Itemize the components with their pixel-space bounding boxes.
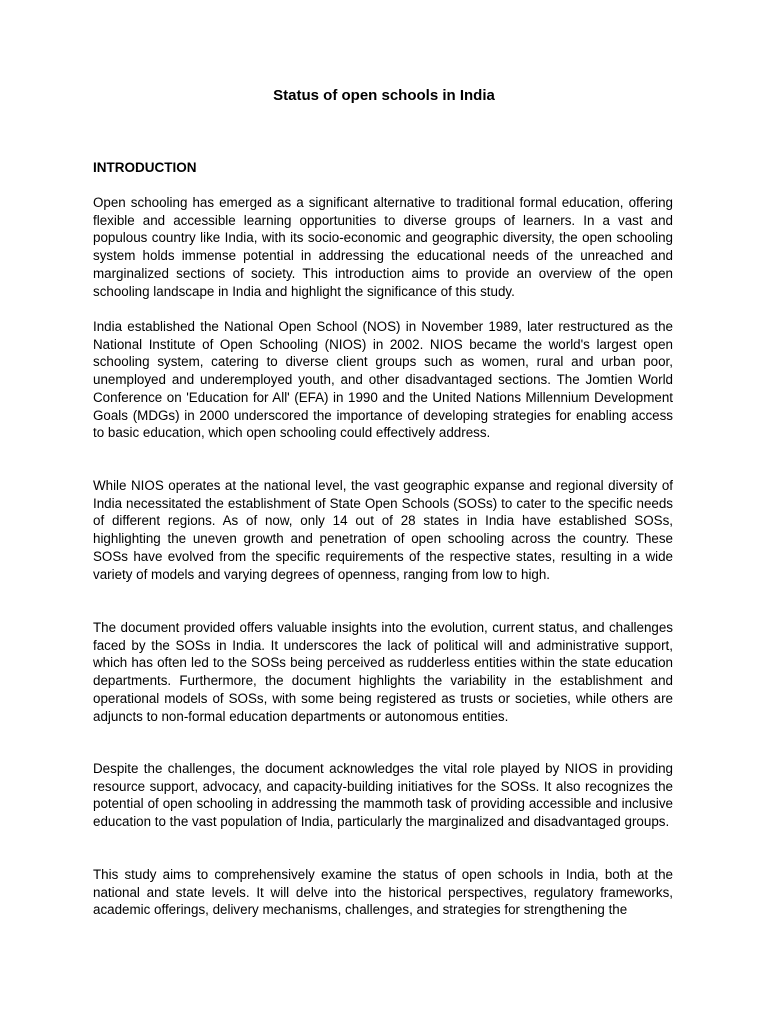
paragraph: Despite the challenges, the document acknowledges the vital role played by NIOS in providing resource support, advocacy, and capacity-building initiatives for the SOSs. It also recognizes the potential of open schooling in addressing the mammoth task of providing accessible and inclusive education to the vast population of India, particularly the marginalized and disadvantaged groups. [93,761,673,830]
paragraph: India established the National Open School (NOS) in November 1989, later restructured as the National Institute of Open Schooling (NIOS) in 2002. NIOS became the world's largest open schooling system, catering to diverse client groups such as women, rural and urban poor, unemployed and underemployed youth, and other disadvantaged sections. The Jomtien World Conference on 'Education for All' (EFA) in 1990 and the United Nations Millennium Development Goals (MDGs) in 2000 underscored the importance of developing strategies for enabling access to basic education, which open schooling could effectively address. [93,319,673,441]
paragraph: The document provided offers valuable insights into the evolution, current status, and challenges faced by the SOSs in India. It underscores the lack of political will and administrative support, which has often led to the SOSs being perceived as rudderless entities within the state education departments. Furthermore, the document highlights the variability in the establishment and operational models of SOSs, with some being registered as trusts or societies, while others are adjuncts to non-formal education departments or autonomous entities. [93,620,673,724]
paragraph: Open schooling has emerged as a significant alternative to traditional formal education, offering flexible and accessible learning opportunities to diverse groups of learners. In a vast and populous country like India, with its socio-economic and geographic diversity, the open schooling system holds immense potential in addressing the educational needs of the unreached and marginalized sections of society. This introduction aims to provide an overview of the open schooling landscape in India and highlight the significance of this study. [93,195,673,299]
section-heading: INTRODUCTION [93,160,197,175]
paragraph: While NIOS operates at the national level, the vast geographic expanse and regional diversity of India necessitated the establishment of State Open Schools (SOSs) to cater to the specific needs of different regions. As of now, only 14 out of 28 states in India have established SOSs, highlighting the uneven growth and penetration of open schooling across the country. These SOSs have evolved from the specific requirements of the respective states, resulting in a wide variety of models and varying degrees of openness, ranging from low to high. [93,478,673,582]
page-title: Status of open schools in India [273,87,495,104]
paragraph: This study aims to comprehensively examine the status of open schools in India, both at the national and state levels. It will delve into the historical perspectives, regulatory frameworks, academic offerings, delivery mechanisms, challenges, and strategies for strengthening the [93,867,673,918]
